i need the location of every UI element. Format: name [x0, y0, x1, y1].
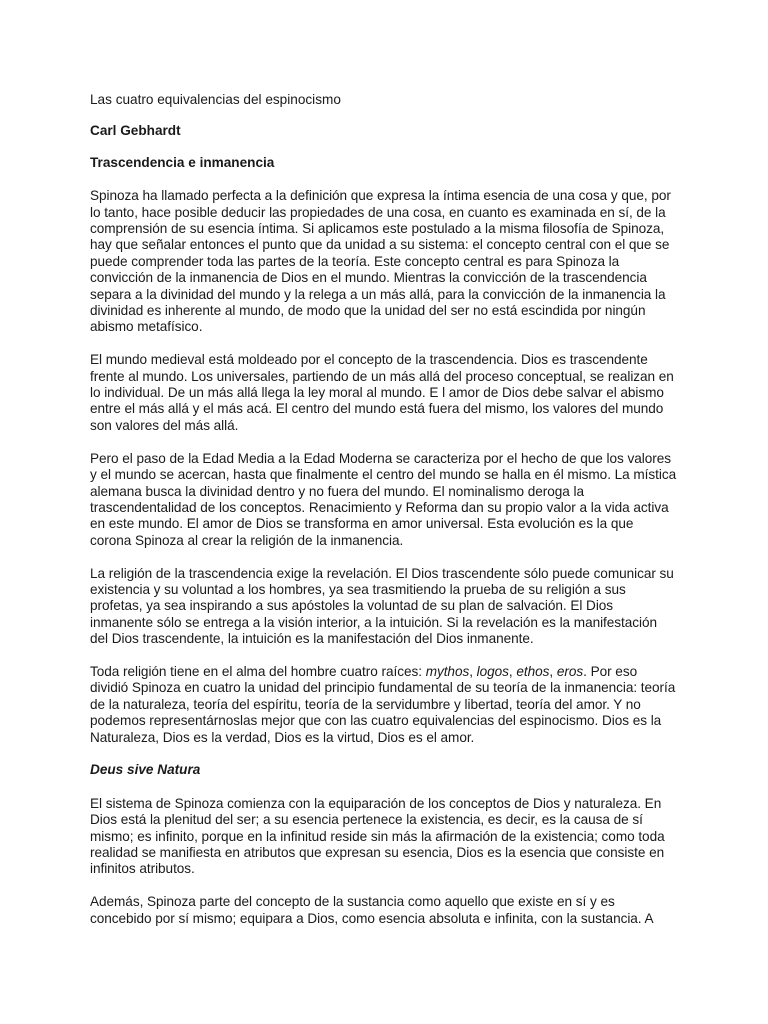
author-name: Carl Gebhardt	[90, 123, 181, 139]
paragraph: Spinoza ha llamado perfecta a la definición que expresa la íntima esencia de una cosa y que, por lo tanto, hace posible deducir las propiedades de una cosa, en cuanto es examinada en sí, de la comprensión de su esencia íntima. Si aplicamos este postulado a la misma filosofía de Spinoza, hay que señalar entonces el punto que da unidad a su sistema: el concepto central con el que se puede comprender toda las partes de la teoría. Este concepto central es para Spinoza la convicción de la inmanencia de Dios en el mundo. Mientras la convicción de la trascendencia separa a la divinidad del mundo y la relega a un más allá, para la convicción de la inmanencia la divinidad es inherente al mundo, de modo que la unidad del ser no está escindida por ningún abismo metafísico.	[90, 188, 671, 335]
term-eros: eros	[556, 663, 584, 679]
paragraph: El sistema de Spinoza comienza con la equiparación de los conceptos de Dios y naturaleza. En Dios está la plenitud del ser; a su esencia pertenece la existencia, es decir, es la causa de sí mismo; es infinito, porque en la infinitud reside sin más la afirmación de la existencia; como toda realidad se manifiesta en atributos que expresan su esencia, Dios es la esencia que consiste en infinitos atributos.	[90, 795, 665, 877]
document-title: Las cuatro equivalencias del espinocismo	[90, 92, 341, 107]
paragraph-text: . Por eso dividió Spinoza en cuatro la unidad del principio fundamental de su teoría de la inmanencia: teoría de la naturaleza, teoría del espíritu, teoría de la servidumbre y libertad, teoría del amor. Y no podemos representárnoslas mejor que con las cuatro equivalencias del espinocismo. Dios es la Naturaleza, Dios es la verdad, Dios es la virtud, Dios es el amor.	[90, 663, 676, 745]
term-ethos: ethos	[516, 663, 550, 679]
paragraph: Además, Spinoza parte del concepto de la sustancia como aquello que existe en sí y es concebido por sí mismo; equipara a Dios, como esencia absoluta e infinita, con la sustancia. A	[90, 894, 654, 926]
paragraph-four-roots	[90, 664, 678, 746]
separator: ,	[549, 663, 557, 679]
paragraph: La religión de la trascendencia exige la revelación. El Dios trascendente sólo puede comunicar su existencia y su voluntad a los hombres, ya sea trasmitiendo la prueba de su religión a sus profetas, ya sea inspirando a sus apóstoles la voluntad de su plan de salvación. El Dios inmanente sólo se entrega a la visión interior, a la intuición. Si la revelación es la manifestación del Dios trascendente, la intuición es la manifestación del Dios inmanente.	[90, 565, 674, 647]
paragraph-text: Toda religión tiene en el alma del hombre cuatro raíces:	[90, 663, 426, 679]
paragraph: El mundo medieval está moldeado por el concepto de la trascendencia. Dios es trascendente frente al mundo. Los universales, partiendo de un más allá del proceso conceptual, se realizan en lo individual. De un más allá llega la ley moral al mundo. E l amor de Dios debe salvar el abismo entre el más allá y el más acá. El centro del mundo está fuera del mismo, los valores del mundo son valores del más allá.	[90, 352, 674, 433]
separator: ,	[469, 663, 477, 679]
section-heading-deus-sive-natura: Deus sive Natura	[90, 762, 201, 778]
section-heading-trascendencia: Trascendencia e inmanencia	[90, 154, 275, 170]
separator: ,	[508, 663, 517, 679]
term-logos: logos	[476, 663, 509, 679]
term-mythos: mythos	[425, 663, 470, 679]
document-content	[90, 92, 678, 943]
paragraph: Pero el paso de la Edad Media a la Edad Moderna se caracteriza por el hecho de que los valores y el mundo se acercan, hasta que finalmente el centro del mundo se halla en él mismo. La mística alemana busca la divinidad dentro y no fuera del mundo. El nominalismo deroga la trascendentalidad de los conceptos. Renacimiento y Reforma dan su propio valor a la vida activa en este mundo. El amor de Dios se transforma en amor universal. Esta evolución es la que corona Spinoza al crear la religión de la inmanencia.	[90, 450, 677, 548]
